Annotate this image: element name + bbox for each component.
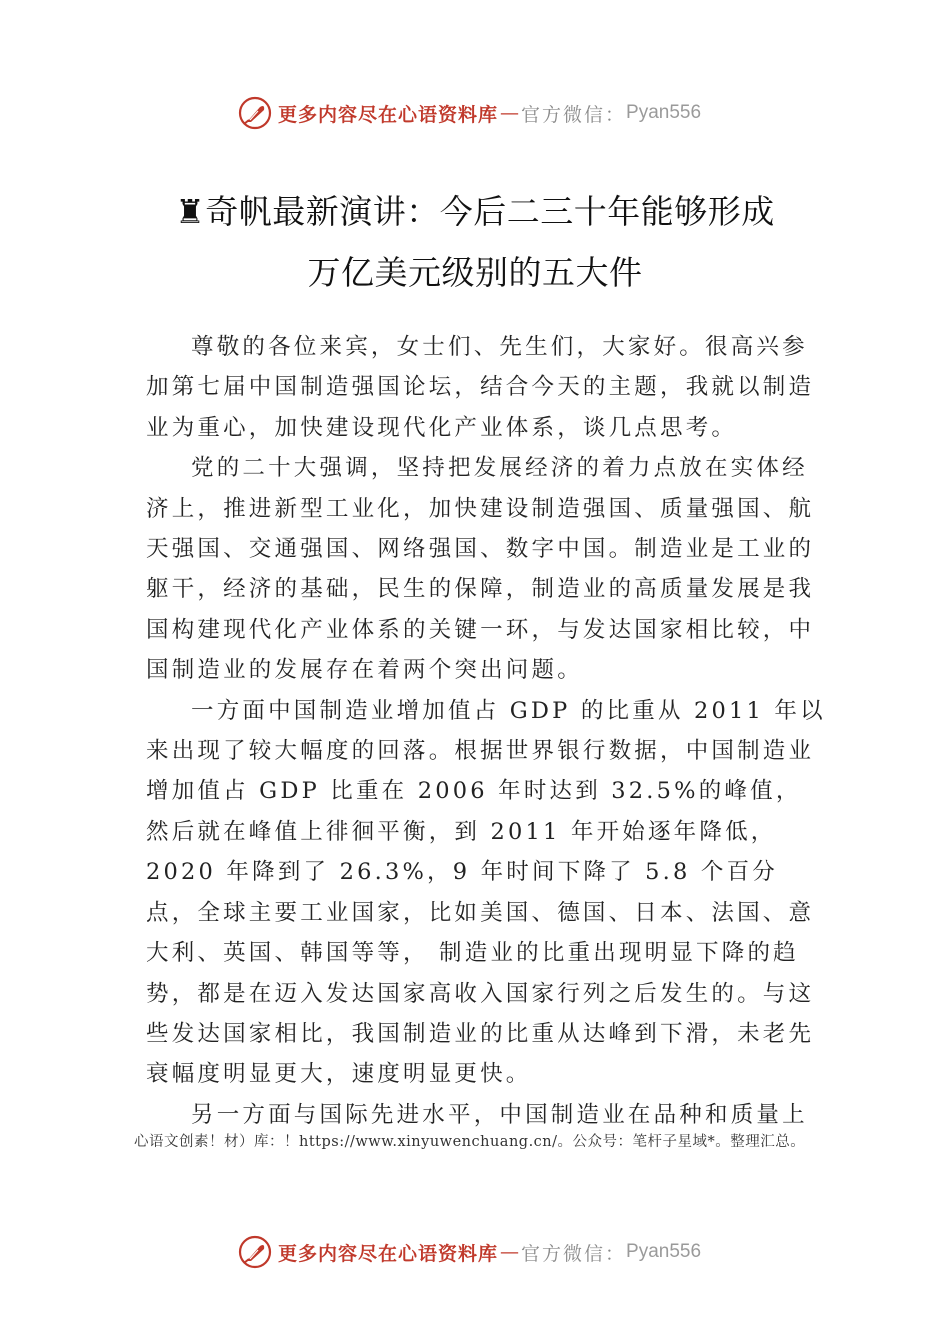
page-title-line-1: ♜奇帆最新演讲：今后二三十年能够形成 xyxy=(175,192,775,231)
header-banner xyxy=(0,93,950,133)
paragraph: 一方面中国制造业增加值占 GDP 的比重从 2011 年以来出现了较大幅度的回落。根据世界银行数据，中国制造业增加值占 GDP 比重在 2006 年时达到 32.5%的峰值，然后就在峰值上徘徊平衡，到 2011 年开始逐年降低，2020 年降到了 26.3%，9 年时间下降了 5.8 个百分点，全球主要工业国家，比如美国、德国、日本、法国、意大利、英国、韩国等等， 制造业的比重出现明显下降的趋势，都是在迈入发达国家高收入国家行列之后发生的。与这些发达国家相比，我国制造业的比重从达峰到下滑，未老先衰幅度明显更大，速度明显更快。 xyxy=(146,697,826,1088)
article-body xyxy=(146,327,826,1135)
paragraph: 另一方面与国际先进水平，中国制造业在品种和质量上 xyxy=(191,1101,808,1128)
banner-library-text: 更多内容尽在心语资料库 xyxy=(278,1242,499,1265)
footer-banner xyxy=(0,1232,950,1272)
source-note: 心语文创素！材）库：！https://www.xinyuwenchuang.cn/。公众号：笔杆子星域*。整理汇总。 xyxy=(134,1134,806,1150)
banner-wechat-label: 官方微信： xyxy=(521,103,627,126)
feather-pen-logo-icon xyxy=(238,1235,272,1269)
paragraph: 党的二十大强调，坚持把发展经济的着力点放在实体经济上，推进新型工业化，加快建设制造强国、质量强国、航天强国、交通强国、网络强国、数字中国。制造业是工业的躯干，经济的基础，民生的保障，制造业的高质量发展是我国构建现代化产业体系的关键一环，与发达国家相比较，中国制造业的发展存在着两个突出问题。 xyxy=(146,455,815,684)
feather-pen-logo-icon xyxy=(238,96,272,130)
banner-library-text: 更多内容尽在心语资料库 xyxy=(278,103,499,126)
banner-dash: — xyxy=(500,102,520,124)
paragraph: 尊敬的各位来宾，女士们、先生们，大家好。很高兴参加第七届中国制造强国论坛，结合今天的主题，我就以制造业为重心，加快建设现代化产业体系，谈几点思考。 xyxy=(146,334,815,441)
banner-wechat-label: 官方微信： xyxy=(521,1242,627,1265)
page-title-line-2: 万亿美元级别的五大件 xyxy=(307,253,643,292)
banner-dash: — xyxy=(500,1241,520,1263)
banner-wechat-account: Pyan556 xyxy=(626,1241,702,1262)
banner-wechat-account: Pyan556 xyxy=(626,102,702,123)
